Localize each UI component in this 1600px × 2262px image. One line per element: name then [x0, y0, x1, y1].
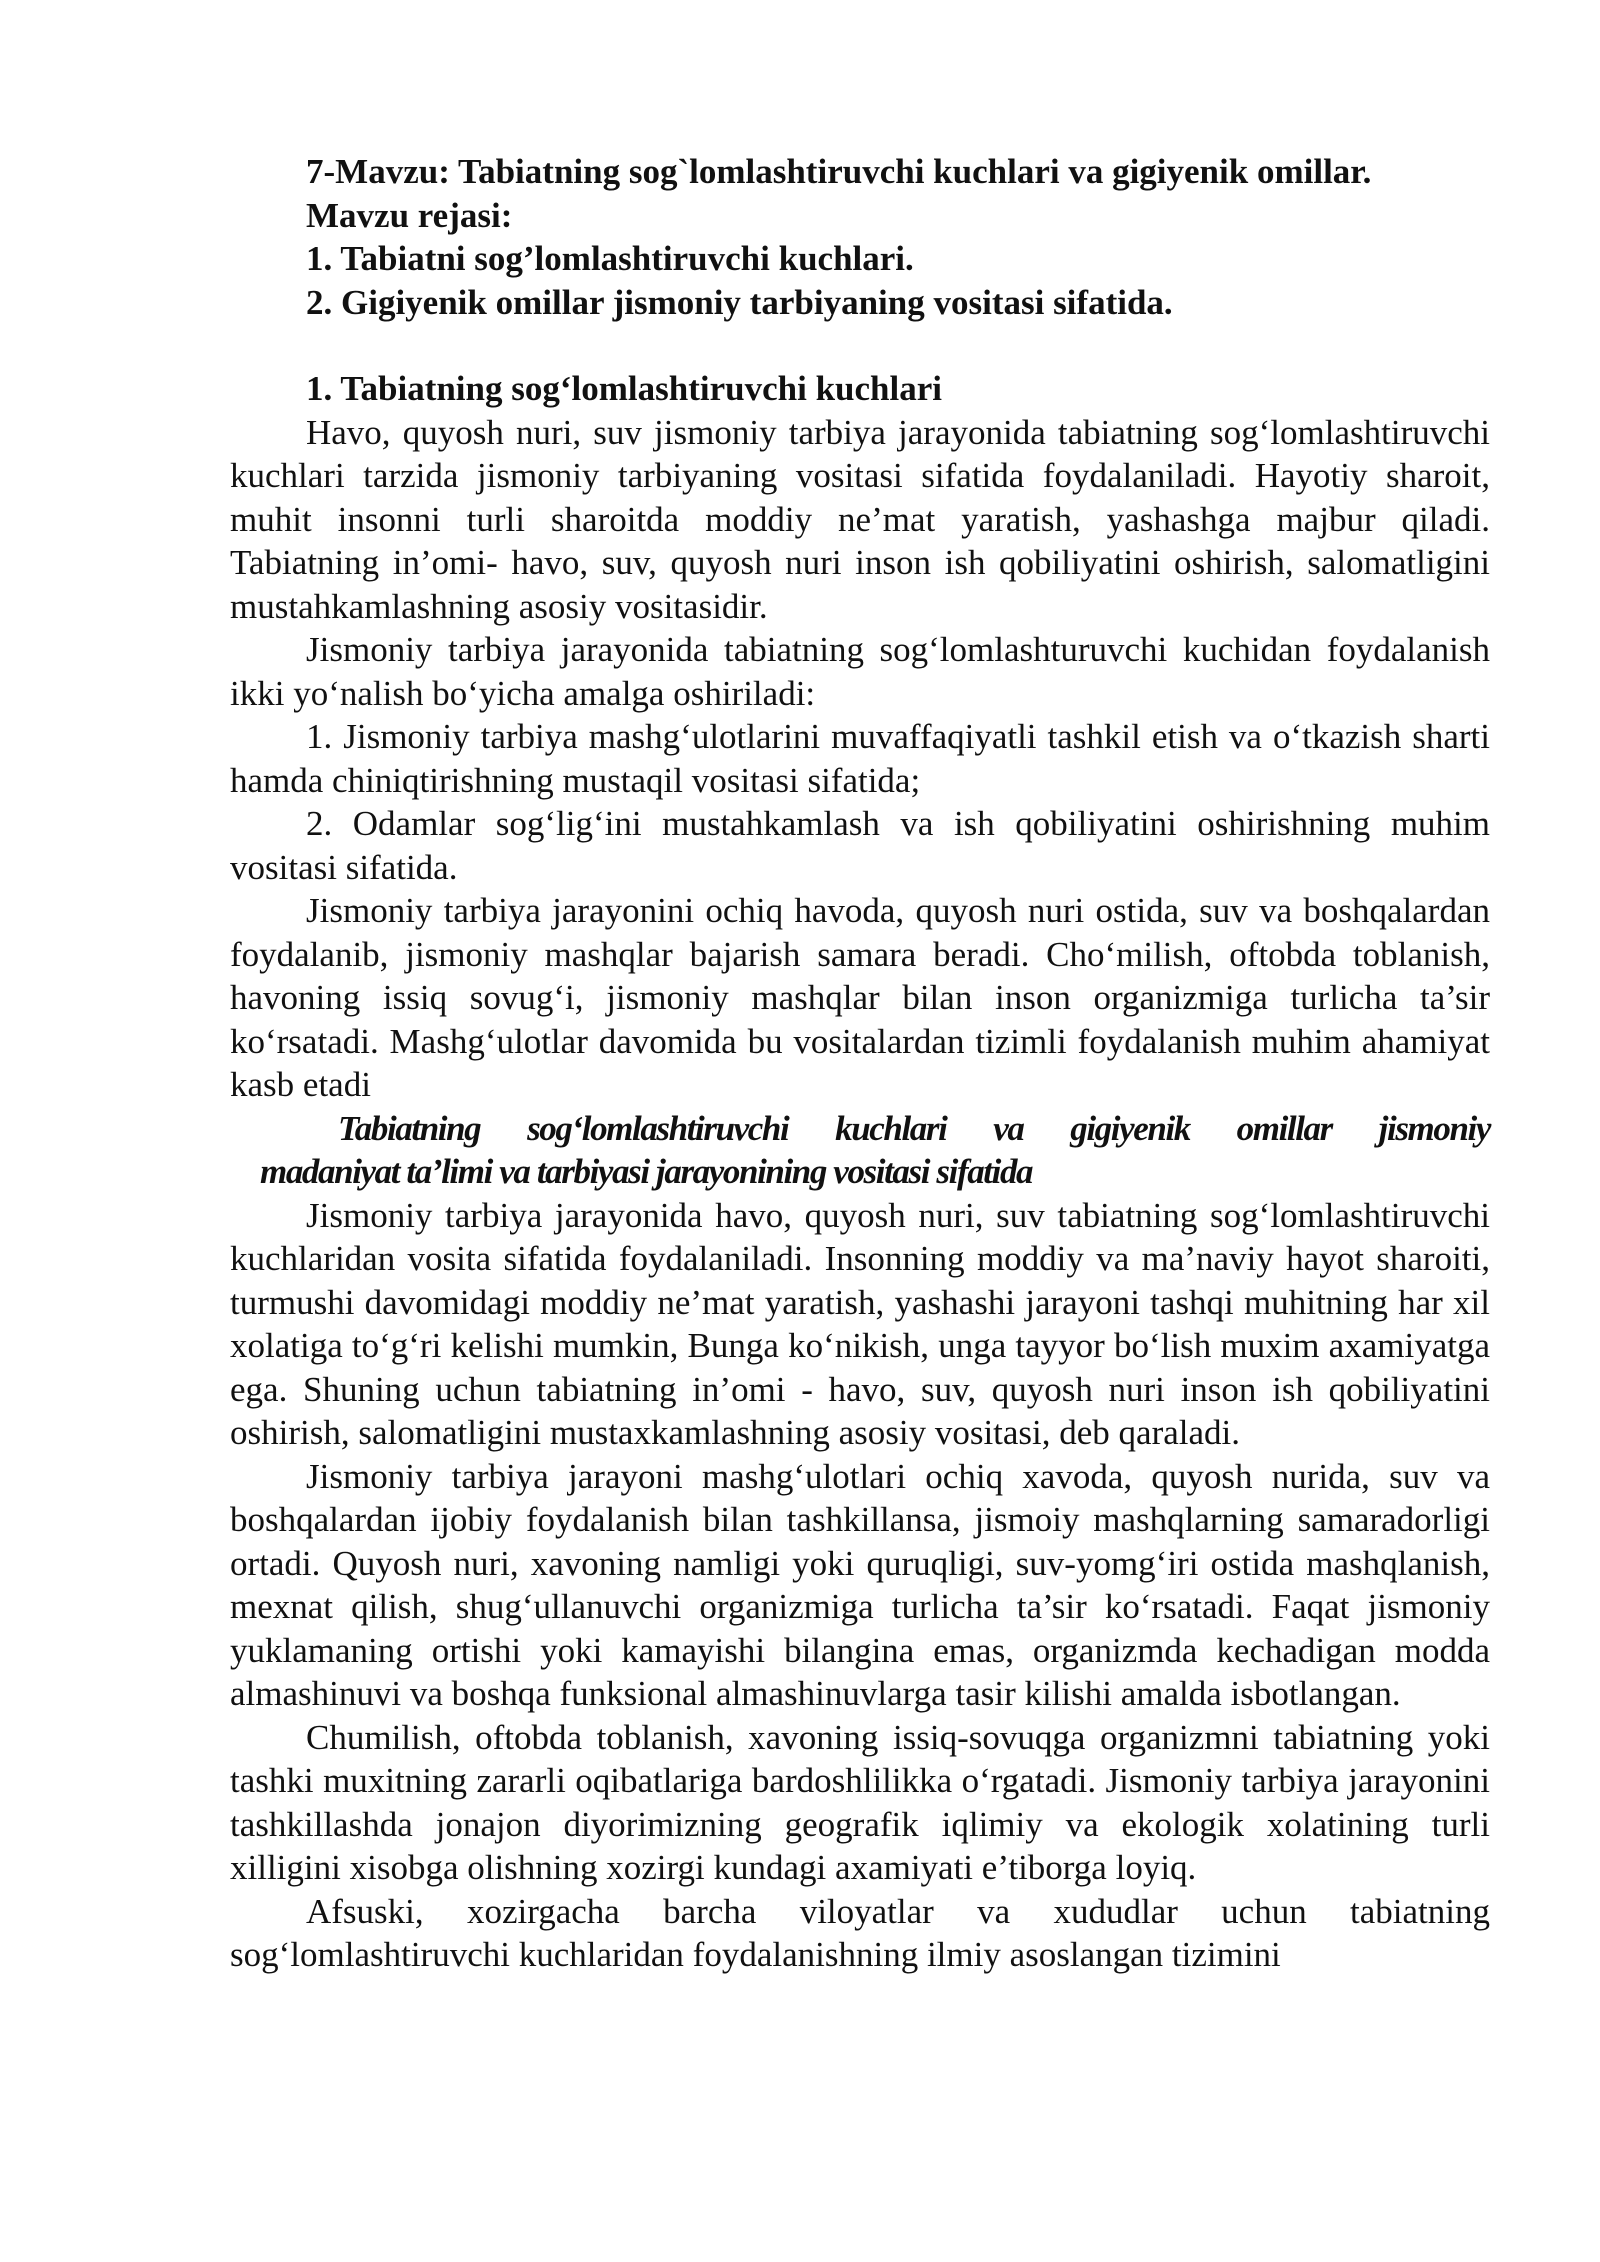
topic-title: 7-Mavzu: Tabiatning sog`lomlashtiruvchi kuchlari va gigiyenik omillar.	[306, 152, 1372, 191]
plan-heading: Mavzu rejasi:	[306, 195, 513, 235]
plan-item: 2. Gigiyenik omillar jismoniy tarbiyaning vositasi sifatida.	[306, 282, 1173, 322]
paragraph: Afsuski, xozirgacha barcha viloyatlar va xududlar uchun tabiatning sog‘lomlashtiruvchi kuchlaridan foydalanishning ilmiy asoslangan tizimini	[230, 1891, 1490, 1974]
plan-item: 1. Tabiatni sog’lomlashtiruvchi kuchlari.	[306, 239, 914, 278]
topic-header	[230, 150, 1490, 324]
section-title: 1. Tabiatning sog‘lomlashtiruvchi kuchlari	[306, 369, 942, 408]
document-body	[230, 150, 1490, 1977]
italic-subheading	[230, 1107, 1490, 1194]
paragraph: Jismoniy tarbiya jarayonida havo, quyosh nuri, suv tabiatning sog‘lomlashtiruvchi kuchlaridan vosita sifatida foydalaniladi. Insonning moddiy va ma’naviy hayot sharoiti, turmushi davomidagi moddiy ne’mat yaratish, yashashi jarayoni tashqi muhitning har xil xolatiga to‘g‘ri kelishi mumkin, Bunga ko‘nikish, unga tayyor bo‘lish muxim axamiyatga ega. Shuning uchun tabiatning in’omi - havo, suv, quyosh nuri inson ish qobiliyatini oshirish, salomatligini mustaxkamlashning asosiy vositasi, deb qaraladi.	[230, 1195, 1490, 1452]
paragraph: Chumilish, oftobda toblanish, xavoning issiq-sovuqga organizmni tabiatning yoki tashki muxitning zararli oqibatlariga bardoshlilikka o‘rgatadi. Jismoniy tarbiya jarayonini tashkillashda jonajon diyorimizning geografik iqlimiy va ekologik xolatining turli xilligini xisobga olishning xozirgi kundagi axamiyati e’tiborga loyiq.	[230, 1717, 1490, 1887]
paragraph: Havo, quyosh nuri, suv jismoniy tarbiya jarayonida tabiatning sog‘lomlashtiruvchi kuchlari tarzida jismoniy tarbiyaning vositasi sifatida foydalaniladi. Hayotiy sharoit, muhit insonni turli sharoitda moddiy ne’mat yaratish, yashashga majbur qiladi. Tabiatning in’omi- havo, suv, quyosh nuri inson ish qobiliyatini oshirish, salomatligini mustahkamlashning asosiy vositasidir.	[230, 412, 1490, 626]
paragraph: Jismoniy tarbiya jarayonida tabiatning sog‘lomlashturuvchi kuchidan foydalanish ikki yo‘nalish bo‘yicha amalga oshiriladi:	[230, 630, 1490, 713]
paragraph: Jismoniy tarbiya jarayoni mashg‘ulotlari ochiq xavoda, quyosh nurida, suv va boshqalardan ijobiy foydalanish bilan tashkillansa, jismoiy mashqlarning samaradorligi ortadi. Quyosh nuri, xavoning namligi yoki quruqligi, suv-yomg‘iri ostida mashqlanish, mexnat qilish, shug‘ullanuvchi organizmiga turlicha ta’sir ko‘rsatadi. Faqat jismoniy yuklamaning ortishi yoki kamayishi bilangina emas, organizmda kechadigan modda almashinuvi va boshqa funksional almashinuvlarga tasir kilishi amalda isbotlangan.	[230, 1456, 1490, 1713]
spacer	[230, 324, 1490, 367]
italic-subheading-line: Tabiatning sog‘lomlashtiruvchi kuchlari va gigiyenik omillar jismoniy	[338, 1108, 1490, 1148]
italic-subheading-line: madaniyat ta’limi va tarbiyasi jarayonining vositasi sifatida	[260, 1152, 1033, 1191]
paragraph: 1. Jismoniy tarbiya mashg‘ulotlarini muvaffaqiyatli tashkil etish va o‘tkazish sharti hamda chiniqtirishning mustaqil vositasi sifatida;	[230, 717, 1490, 800]
paragraph: Jismoniy tarbiya jarayonini ochiq havoda, quyosh nuri ostida, suv va boshqalardan foydalanib, jismoniy mashqlar bajarish samara beradi. Cho‘milish, oftobda toblanish, havoning issiq sovug‘i, jismoniy mashqlar bilan inson organizmiga turlicha ta’sir ko‘rsatadi. Mashg‘ulotlar davomida bu vositalardan tizimli foydalanish muhim ahamiyat kasb etadi	[230, 891, 1490, 1104]
paragraph: 2. Odamlar sog‘lig‘ini mustahkamlash va ish qobiliyatini oshirishning muhim vositasi sifatida.	[230, 804, 1490, 887]
